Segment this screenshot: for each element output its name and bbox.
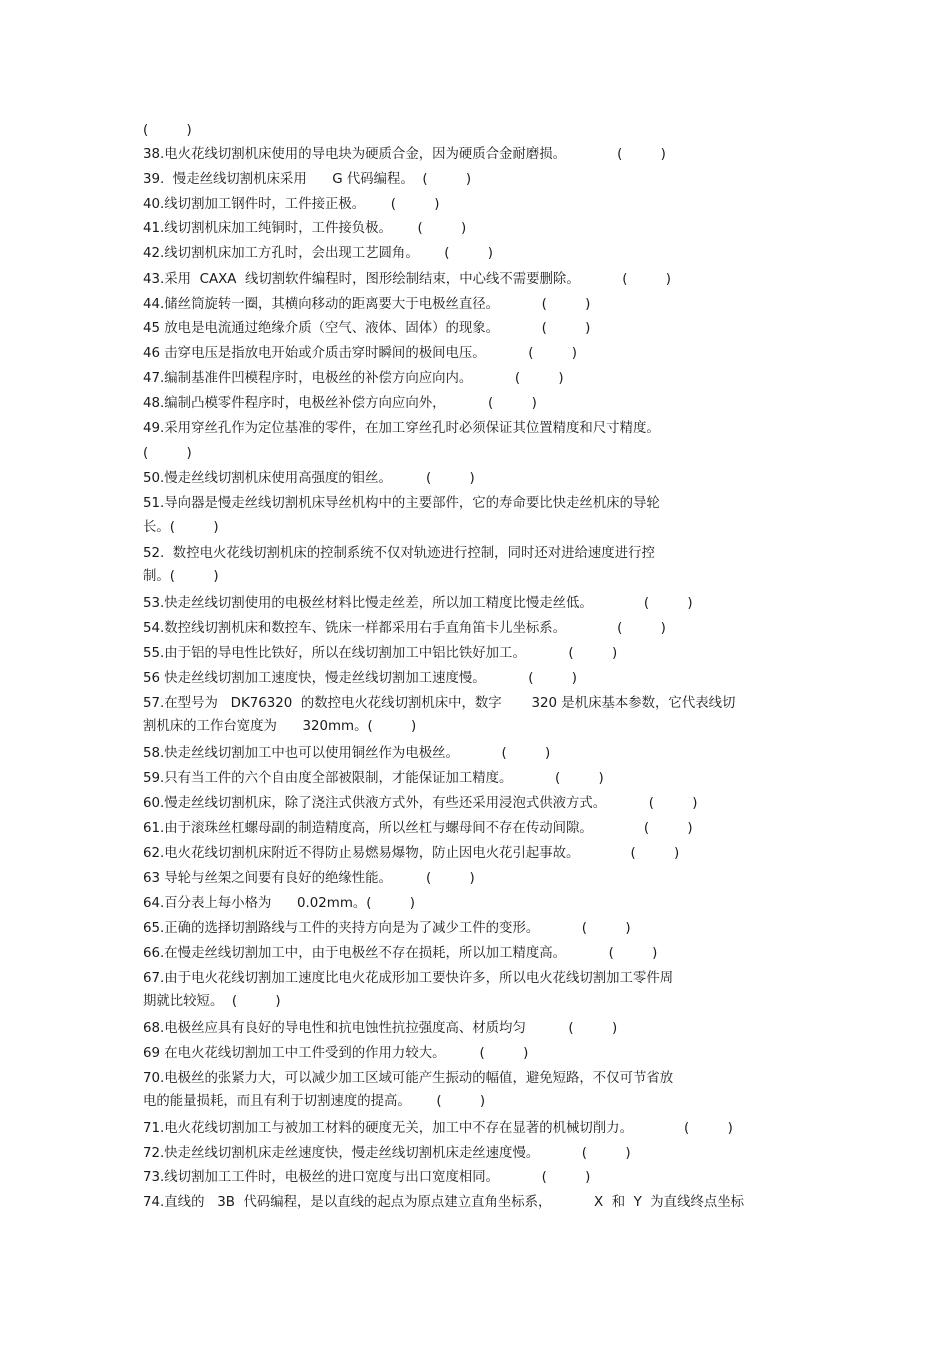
question-70-cont: 电的能量损耗，而且有利于切割速度的提高。 ( ) bbox=[143, 1094, 486, 1109]
question-40: 40.线切割加工钢件时，工件接正极。 ( ) bbox=[143, 197, 440, 212]
question-58: 58.快走丝线切割加工中也可以使用铜丝作为电极丝。 ( ) bbox=[143, 746, 551, 761]
question-42: 42.线切割机床加工方孔时，会出现工艺圆角。 ( ) bbox=[143, 246, 494, 261]
answer-blank: ( ) bbox=[143, 123, 192, 138]
question-51: 51.导向器是慢走丝线切割机床导丝机构中的主要部件，它的寿命要比快走丝机床的导轮 bbox=[143, 496, 660, 511]
question-67-cont: 期就比较短。 ( ) bbox=[143, 994, 281, 1009]
question-59: 59.只有当工件的六个自由度全部被限制，才能保证加工精度。 ( ) bbox=[143, 771, 604, 786]
question-52: 52. 数控电火花线切割机床的控制系统不仅对轨迹进行控制，同时还对进给速度进行控 bbox=[143, 546, 655, 561]
question-57-cont: 割机床的工作台宽度为 320mm。( ) bbox=[143, 719, 417, 734]
question-41: 41.线切割机床加工纯铜时，工件接负极。 ( ) bbox=[143, 221, 467, 236]
question-68: 68.电极丝应具有良好的导电性和抗电蚀性抗拉强度高、材质均匀 ( ) bbox=[143, 1021, 618, 1036]
question-56: 56 快走丝线切割加工速度快，慢走丝线切割加工速度慢。 ( ) bbox=[143, 671, 577, 686]
question-57: 57.在型号为 DK76320 的数控电火花线切割机床中，数字 320 是机床基本参数，它代表线切 bbox=[143, 696, 736, 711]
question-72: 72.快走丝线切割机床走丝速度快，慢走丝线切割机床走丝速度慢。 ( ) bbox=[143, 1146, 631, 1161]
question-67: 67.由于电火花线切割加工速度比电火花成形加工要快许多，所以电火花线切割加工零件周 bbox=[143, 971, 674, 986]
question-38: 38.电火花线切割机床使用的导电块为硬质合金，因为硬质合金耐磨损。 ( ) bbox=[143, 147, 666, 162]
question-54: 54.数控线切割机床和数控车、铣床一样都采用右手直角笛卡儿坐标系。 ( ) bbox=[143, 621, 666, 636]
question-39: 39. 慢走丝线切割机床采用 G 代码编程。 ( ) bbox=[143, 172, 472, 187]
question-62: 62.电火花线切割机床附近不得防止易燃易爆物，防止因电火花引起事故。 ( ) bbox=[143, 846, 680, 861]
question-49-blank: ( ) bbox=[143, 446, 192, 461]
question-66: 66.在慢走丝线切割加工中，由于电极丝不存在损耗，所以加工精度高。 ( ) bbox=[143, 946, 658, 961]
question-50: 50.慢走丝线切割机床使用高强度的钼丝。 ( ) bbox=[143, 471, 475, 486]
question-69: 69 在电火花线切割加工中工件受到的作用力较大。 ( ) bbox=[143, 1046, 529, 1061]
question-53: 53.快走丝线切割使用的电极丝材料比慢走丝差，所以加工精度比慢走丝低。 ( ) bbox=[143, 596, 693, 611]
question-55: 55.由于铝的导电性比铁好，所以在线切割加工中铝比铁好加工。 ( ) bbox=[143, 646, 618, 661]
question-71: 71.电火花线切割加工与被加工材料的硬度无关，加工中不存在显著的机械切削力。 ( ) bbox=[143, 1121, 733, 1136]
question-52-cont: 制。( ) bbox=[143, 569, 219, 584]
question-64: 64.百分表上每小格为 0.02mm。( ) bbox=[143, 896, 416, 911]
question-61: 61.由于滚珠丝杠螺母副的制造精度高，所以丝杠与螺母间不存在传动间隙。 ( ) bbox=[143, 821, 693, 836]
question-73: 73.线切割加工工件时，电极丝的进口宽度与出口宽度相同。 ( ) bbox=[143, 1170, 591, 1185]
question-48: 48.编制凸模零件程序时，电极丝补偿方向应向外， ( ) bbox=[143, 396, 537, 411]
question-44: 44.储丝筒旋转一圈，其横向移动的距离要大于电极丝直径。 ( ) bbox=[143, 297, 591, 312]
question-70: 70.电极丝的张紧力大，可以减少加工区域可能产生振动的幅值，避免短路，不仅可节省放 bbox=[143, 1071, 674, 1086]
question-43: 43.采用 CAXA 线切割软件编程时，图形绘制结束，中心线不需要删除。 ( ) bbox=[143, 272, 672, 287]
question-63: 63 导轮与丝架之间要有良好的绝缘性能。 ( ) bbox=[143, 871, 475, 886]
question-51-cont: 长。( ) bbox=[143, 520, 219, 535]
question-47: 47.编制基准件凹模程序时，电极丝的补偿方向应向内。 ( ) bbox=[143, 371, 564, 386]
question-49: 49.采用穿丝孔作为定位基准的零件，在加工穿丝孔时必须保证其位置精度和尺寸精度。 bbox=[143, 421, 660, 436]
question-45: 45 放电是电流通过绝缘介质（空气、液体、固体）的现象。 ( ) bbox=[143, 321, 591, 336]
question-74: 74.直线的 3B 代码编程，是以直线的起点为原点建立直角坐标系， X 和 Y 为直线终点坐标 bbox=[143, 1195, 745, 1210]
question-65: 65.正确的选择切割路线与工件的夹持方向是为了减少工件的变形。 ( ) bbox=[143, 921, 631, 936]
question-60: 60.慢走丝线切割机床，除了浇注式供液方式外，有些还采用浸泡式供液方式。 ( ) bbox=[143, 796, 698, 811]
question-46: 46 击穿电压是指放电开始或介质击穿时瞬间的极间电压。 ( ) bbox=[143, 346, 577, 361]
